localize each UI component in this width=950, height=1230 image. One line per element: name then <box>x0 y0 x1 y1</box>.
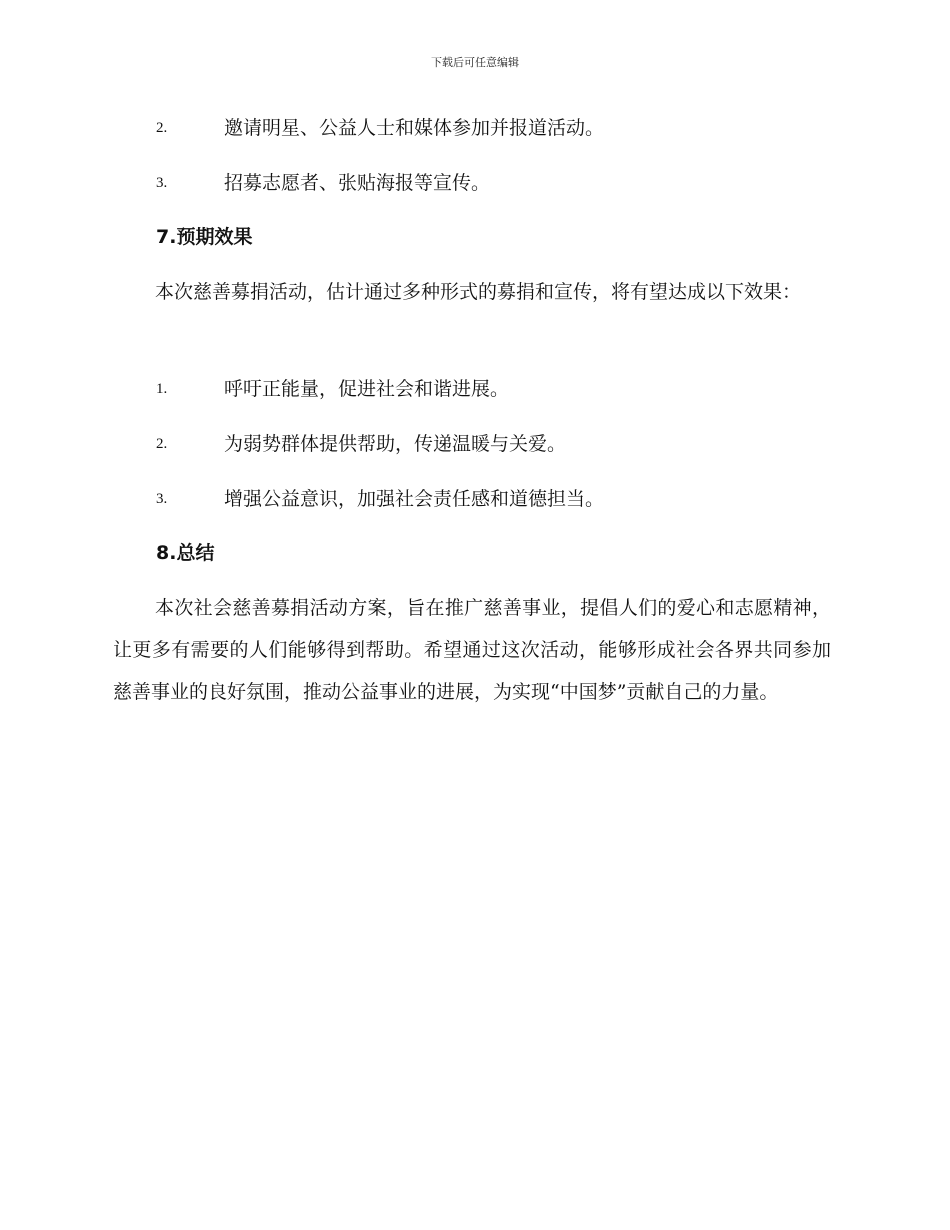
list-item <box>0 168 950 198</box>
list-number: 1. <box>156 381 168 397</box>
list-item <box>0 113 950 143</box>
list-number: 3. <box>156 175 168 191</box>
list-text: 为弱势群体提供帮助，传递温暖与关爱。 <box>224 433 567 455</box>
list-number: 2. <box>156 436 168 452</box>
list-number: 2. <box>156 120 168 136</box>
section-heading-expected-results: 7.预期效果 <box>156 226 253 248</box>
header-note: 下载后可任意编辑 <box>431 56 519 69</box>
list-item <box>0 374 950 404</box>
list-text: 呼吁正能量，促进社会和谐进展。 <box>224 378 510 400</box>
list-text: 招募志愿者、张贴海报等宣传。 <box>224 172 491 194</box>
list-text: 邀请明星、公益人士和媒体参加并报道活动。 <box>224 117 605 139</box>
list-number: 3. <box>156 491 168 507</box>
list-text: 增强公益意识，加强社会责任感和道德担当。 <box>224 488 605 510</box>
section-intro-paragraph: 本次慈善募捐活动，估计通过多种形式的募捐和宣传，将有望达成以下效果： <box>155 281 802 303</box>
list-item <box>0 429 950 459</box>
list-item <box>0 484 950 514</box>
summary-paragraph: 本次社会慈善募捐活动方案，旨在推广慈善事业，提倡人们的爱心和志愿精神，让更多有需要的人们能够得到帮助。希望通过这次活动，能够形成社会各界共同参加慈善事业的良好氛围，推动公益事业的进展，为实现“中国梦”贡献自己的力量。 <box>113 597 831 703</box>
section-heading-summary: 8.总结 <box>156 542 215 564</box>
